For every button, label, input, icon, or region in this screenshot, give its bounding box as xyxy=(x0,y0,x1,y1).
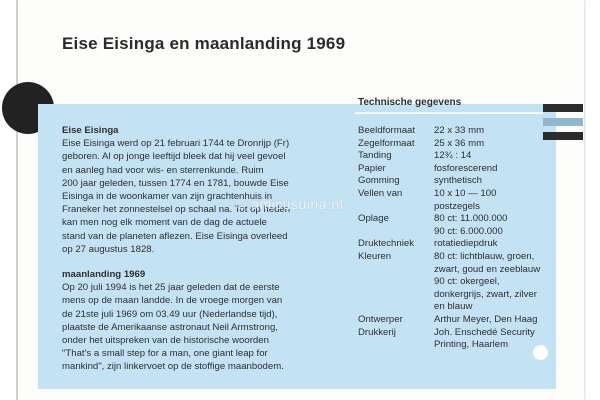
spec-row xyxy=(358,188,543,213)
section-body-eisinga: Eise Eisinga werd op 21 februari 1744 te Dronrijp (Fr) geboren. Al op jonge leeftijd bleek dat hij veel gevoel en aanleg had voor wis- en sterrenkunde. Ruim 200 jaar geleden, tussen 1774 en 1781, bouwde Eise Eisinga in de woonkamer van zijn grachtenhuis in Franeker het zonnestelsel op schaal na. Tot op heden kan men nog elk moment van de dag de actuele stand van de planeten aflezen. Eise Eisinga overleed op 27 augustus 1828. xyxy=(62,138,291,255)
spec-row xyxy=(358,138,543,151)
spec-label: Zegelformaat xyxy=(358,137,415,149)
decorative-circle-light xyxy=(533,345,548,360)
spec-value: 25 x 36 mm xyxy=(434,137,485,149)
section-heading-moonlanding: maanlanding 1969 xyxy=(62,269,146,281)
spec-row xyxy=(358,213,543,238)
spec-label: Gomming xyxy=(358,175,400,187)
decorative-bar xyxy=(543,118,583,126)
decorative-bar xyxy=(543,132,583,140)
watermark-text: © amicusuina.nl xyxy=(236,196,344,212)
decorative-bar xyxy=(543,104,583,112)
spec-row xyxy=(358,314,543,327)
spec-label: Drukkerij xyxy=(358,326,396,338)
spec-label: Kleuren xyxy=(358,250,392,262)
spec-row xyxy=(358,327,543,352)
spec-value: 12¾ : 14 xyxy=(434,150,472,162)
spec-value: rotatiediepdruk xyxy=(434,238,498,250)
technical-specs xyxy=(358,125,543,352)
spec-label: Tanding xyxy=(358,150,392,162)
spec-value: 80 ct: lichtblauw, groen, zwart, goud en zeeblauw 90 ct: okergeel, donkergrijs, zwart, zilver en blauw xyxy=(434,250,541,313)
spec-row xyxy=(358,163,543,176)
section-body-moonlanding: Op 20 juli 1994 is het 25 jaar geleden dat de eerste mens op de maan landde. In de vroege morgen van de 21ste juli 1969 om 03.49 uur (Nederlandse tijd), plaatste de Amerikaanse astronaut Neil Armstrong, onder het uitspreken van de historische woorden "That's a small step for a man, one giant leap for mankind", zijn linkervoet op de stoffige maanbodem. xyxy=(62,282,284,373)
technical-heading: Technische gegevens xyxy=(358,97,462,108)
page-title: Eise Eisinga en maanlanding 1969 xyxy=(62,34,346,53)
spec-value: fosforescerend xyxy=(434,162,498,174)
spec-label: Oplage xyxy=(358,213,389,225)
spec-row xyxy=(358,125,543,138)
spec-row xyxy=(358,238,543,251)
technical-divider xyxy=(355,112,543,114)
spec-label: Druktechniek xyxy=(358,238,414,250)
spec-row xyxy=(358,175,543,188)
spec-value: 10 x 10 — 100 postzegels xyxy=(434,187,497,212)
spec-row xyxy=(358,251,543,314)
spec-label: Beeldformaat xyxy=(358,125,416,136)
spec-value: synthetisch xyxy=(434,175,482,187)
spec-label: Papier xyxy=(358,162,386,174)
spec-row xyxy=(358,150,543,163)
spec-value: 80 ct: 11.000.000 90 ct: 6.000.000 xyxy=(434,213,508,237)
spec-value: 22 x 33 mm xyxy=(434,125,485,136)
spec-value: Arthur Meyer, Den Haag xyxy=(434,313,538,325)
history-text-column xyxy=(62,124,347,374)
spec-value: Joh. Enschedé Security Printing, Haarlem xyxy=(434,326,535,351)
spec-label: Vellen van xyxy=(358,187,403,199)
section-heading-eisinga: Eise Eisinga xyxy=(62,125,119,136)
spec-label: Ontwerper xyxy=(358,313,403,325)
